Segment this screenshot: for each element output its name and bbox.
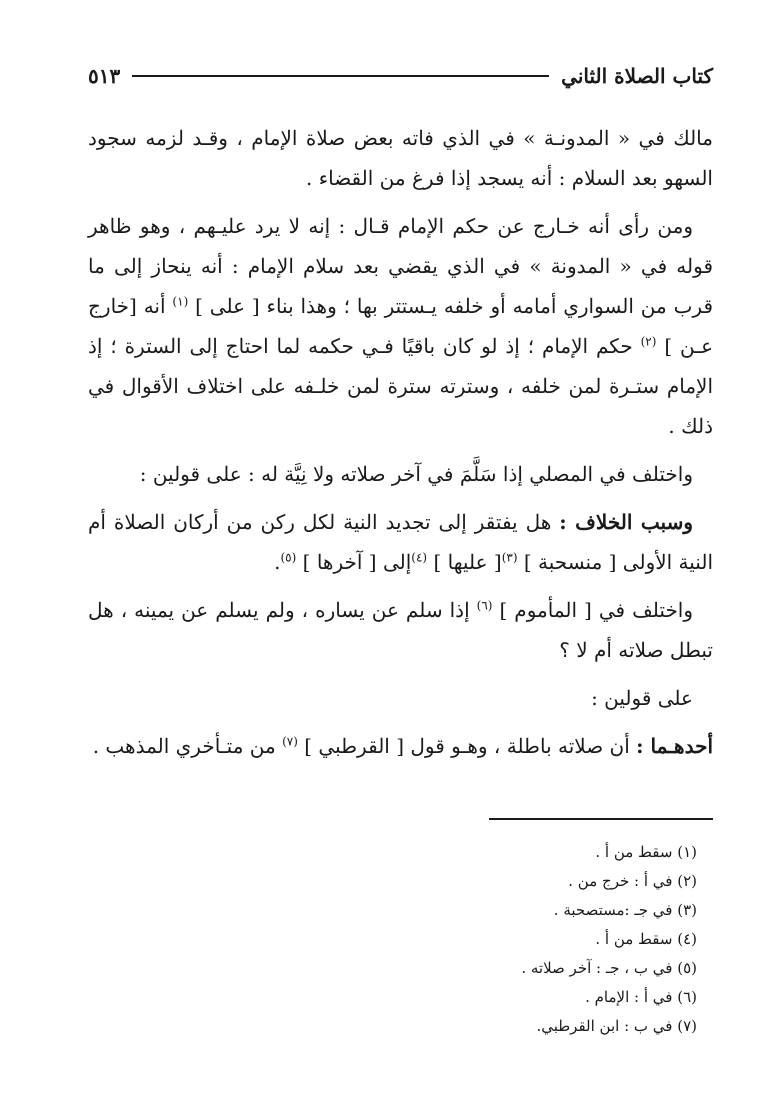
footnote-separator [489,818,713,820]
paragraph-1: مالك في « المدونـة » في الذي فاته بعض صلاة الإمام ، وقـد لزمه سجود السهو بعد السلام : أنه يسجد إذا فرغ من القضاء . [88,126,713,190]
footnote-6: (٦) في أ : الإمام . [585,988,697,1006]
paragraph-2: ومن رأى أنه خـارج عن حكم الإمام قـال : إنه لا يرد عليـهم ، وهو ظاهر قوله في « المدونة » في الذي يقضي بعد سلام الإمام : أنه ينحاز إلى ما قرب من السواري أمامه أو خلفه يـستتر بها ؛ وهذا بناء [ على ] $^{(١)}$ أنه [خارج عـن ] $^{(٢)}$ حكم الإمام ؛ إذ لو كان باقيًا فـي حكمه لما احتاج إلى السترة ؛ إذ الإمام ستـرة لمن خلفه ، وسترته سترة لمن خلـفه على اختلاف الأقوال في ذلك . [88,214,714,438]
footnote-ref-4[interactable]: (٤) [411,550,428,565]
main-text [88,118,713,774]
paragraph-5: واختلف في [ المأموم ] $^{(٦)}$ إذا سلم عن يساره ، ولم يسلم عن يمينه ، هل تبطل صلاته أم لا ؟ [88,598,713,662]
bold-term: وسبب الخلاف : [559,510,694,534]
footnote-ref-1[interactable]: (١) [172,294,189,309]
footnote-ref-7[interactable]: (٧) [282,734,298,749]
footnote-ref-6[interactable]: (٦) [476,598,493,613]
footnotes [300,838,697,1041]
bold-term: أحدهـما : [636,734,713,758]
footnote-2: (٢) في أ : خرج من . [568,872,697,890]
paragraph-3: واختلف في المصلي إذا سَلَّمَ في آخر صلاته ولا نِيَّة له : على قولين : [139,462,693,486]
paragraph-7: أحدهـما : أن صلاته باطلة ، وهـو قول [ القرطبي ] $^{(٧)}$ من متـأخري المذهب . [92,734,713,758]
footnote-ref-5[interactable]: (٥) [280,550,297,565]
paragraph-6: على قولين : [591,686,693,710]
page-number: ٥١٣ [88,64,121,88]
paragraph-4: وسبب الخلاف : هل يفتقر إلى تجديد النية لكل ركن من أركان الصلاة أم النية الأولى [ منسحبة ] $^{(٣)}$[ عليها ] $^{(٤)}$إلى [ آخرها ] $^{(٥)}$. [88,510,713,574]
running-header [88,56,713,96]
footnote-4: (٤) سقط من أ . [595,930,697,948]
footnote-ref-3[interactable]: (٣) [501,550,518,565]
chapter-title: كتاب الصلاة الثاني [561,64,713,88]
footnote-ref-2[interactable]: (٢) [640,334,657,349]
header-rule [132,75,549,77]
footnote-7: (٧) في ب : ابن القرطبي. [536,1017,697,1035]
footnote-3: (٣) في جـ :مستصحبة . [553,901,697,919]
footnote-5: (٥) في ب ، جـ : آخر صلاته . [521,959,697,977]
footnote-1: (١) سقط من أ . [595,843,697,861]
